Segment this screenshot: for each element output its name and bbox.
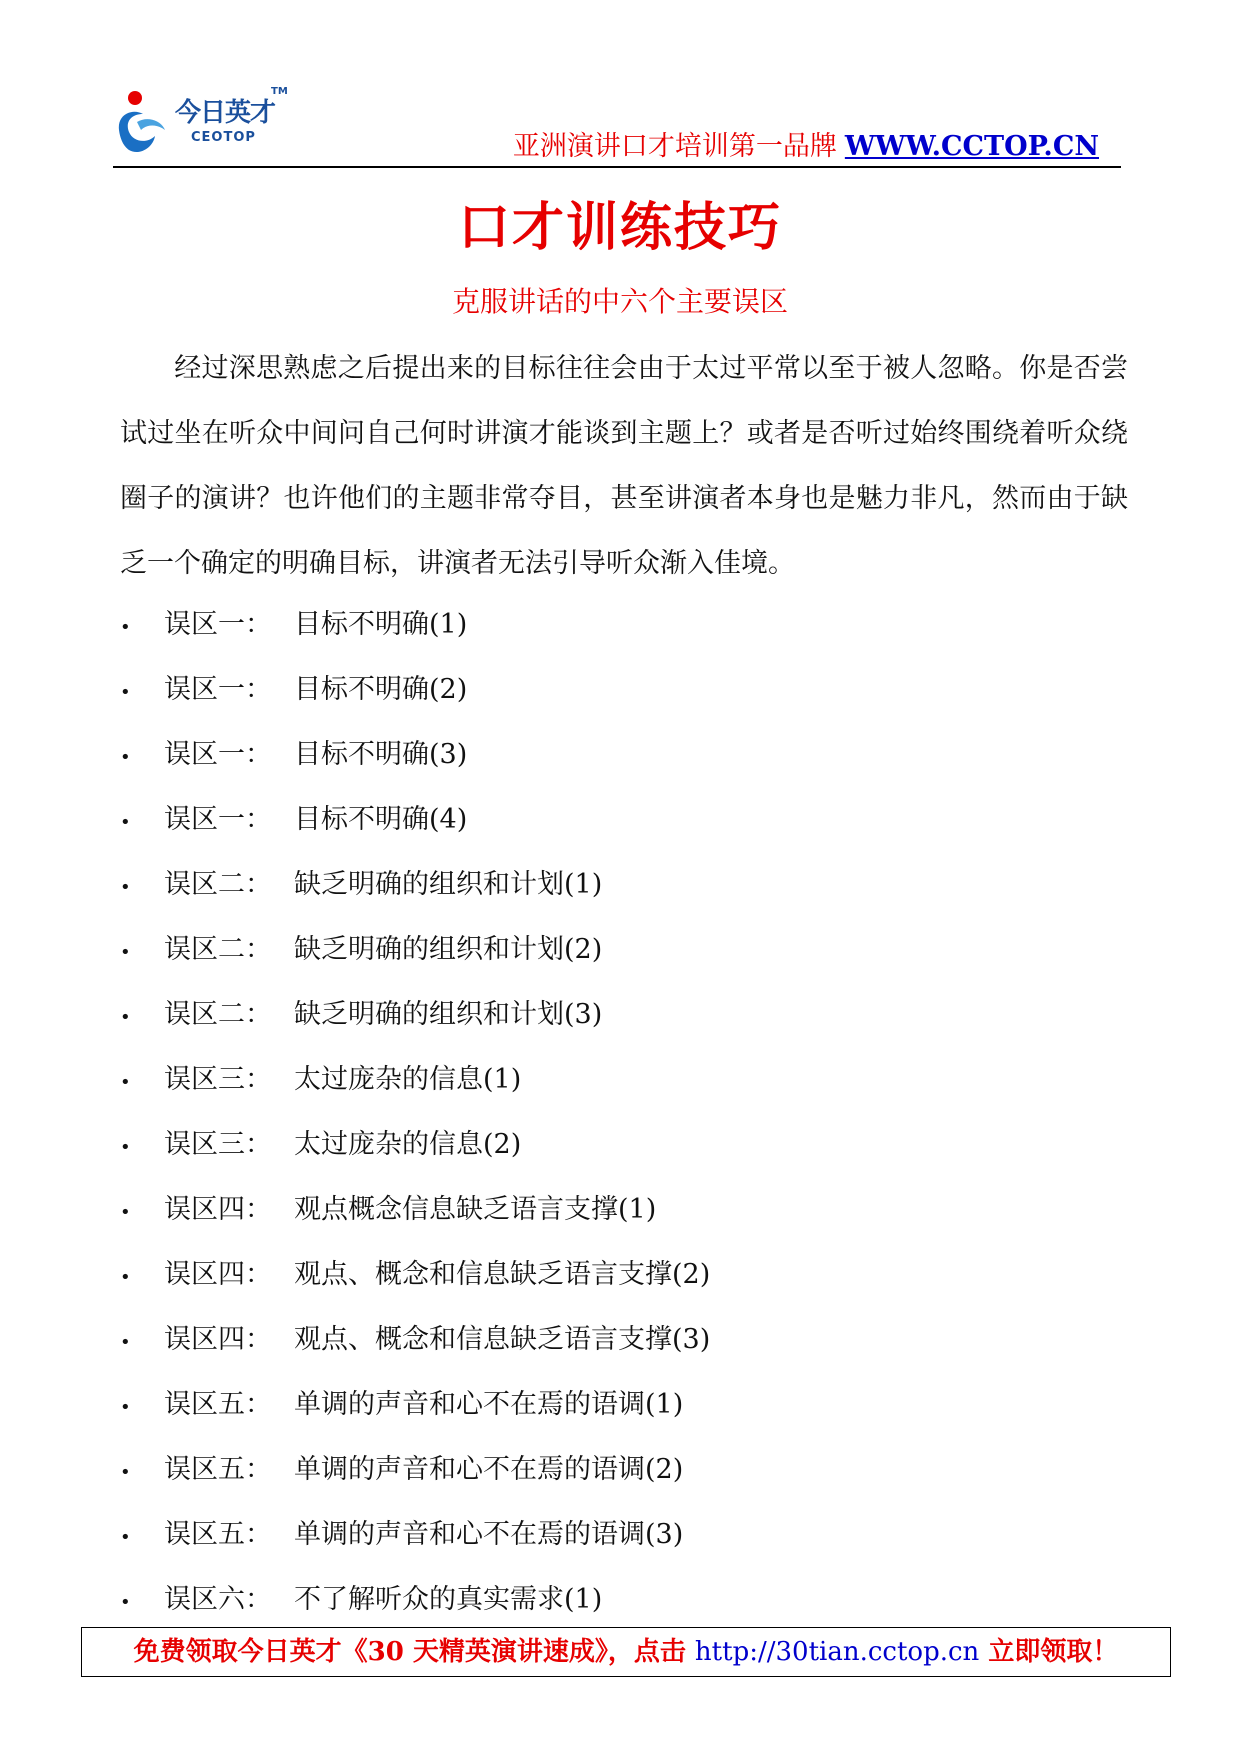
- list-item: [120, 657, 710, 722]
- page-subtitle: 克服讲话的中六个主要误区: [451, 285, 788, 318]
- item-text: 目标不明确(3): [294, 739, 468, 770]
- item-label: 误区五：: [164, 1454, 272, 1485]
- logo-english-text: CEOTOP: [191, 130, 256, 145]
- item-text: 单调的声音和心不在焉的语调(1): [294, 1389, 684, 1420]
- ceotop-logo: [113, 86, 288, 160]
- list-item: [120, 1112, 710, 1177]
- list-item: [120, 1307, 710, 1372]
- item-label: 误区六：: [164, 1584, 272, 1615]
- list-item: [120, 852, 710, 917]
- bullet-icon: •: [120, 1592, 131, 1613]
- promo-footer: [81, 1627, 1171, 1677]
- list-item: [120, 1502, 710, 1567]
- item-label: 误区二：: [164, 999, 272, 1030]
- item-label: 误区一：: [164, 804, 272, 835]
- list-item: [120, 1437, 710, 1502]
- item-label: 误区三：: [164, 1064, 272, 1095]
- list-item: [120, 982, 710, 1047]
- logo-mark-icon: [113, 86, 175, 160]
- list-item: [120, 722, 710, 787]
- item-text: 缺乏明确的组织和计划(3): [294, 999, 603, 1030]
- item-label: 误区一：: [164, 609, 272, 640]
- page-header: [113, 82, 1121, 168]
- bullet-icon: •: [120, 1527, 131, 1548]
- item-label: 误区五：: [164, 1389, 272, 1420]
- list-item: [120, 917, 710, 982]
- list-item: [120, 592, 710, 657]
- item-label: 误区四：: [164, 1324, 272, 1355]
- footer-text-after: 立即领取！: [979, 1637, 1119, 1667]
- list-item: [120, 787, 710, 852]
- bullet-icon: •: [120, 1137, 131, 1158]
- item-label: 误区五：: [164, 1519, 272, 1550]
- header-tagline: [513, 124, 1099, 163]
- item-label: 误区四：: [164, 1194, 272, 1225]
- bullet-icon: •: [120, 877, 131, 898]
- bullet-icon: •: [120, 1397, 131, 1418]
- item-text: 目标不明确(4): [294, 804, 468, 835]
- bullet-icon: •: [120, 1202, 131, 1223]
- item-text: 目标不明确(1): [294, 609, 468, 640]
- item-text: 观点、概念和信息缺乏语言支撑(3): [294, 1324, 711, 1355]
- bullet-icon: •: [120, 1072, 131, 1093]
- bullet-icon: •: [120, 1332, 131, 1353]
- item-text: 目标不明确(2): [294, 674, 468, 705]
- intro-text: 经过深思熟虑之后提出来的目标往往会由于太过平常以至于被人忽略。你是否尝试过坐在听众中间问自己何时讲演才能谈到主题上？或者是否听过始终围绕着听众绕圈子的演讲？也许他们的主题非常夺目，甚至讲演者本身也是魅力非凡，然而由于缺乏一个确定的明确目标，讲演者无法引导听众渐入佳境。: [120, 353, 1128, 579]
- item-label: 误区三：: [164, 1129, 272, 1160]
- bullet-icon: •: [120, 812, 131, 833]
- item-text: 单调的声音和心不在焉的语调(2): [294, 1454, 684, 1485]
- item-text: 单调的声音和心不在焉的语调(3): [294, 1519, 684, 1550]
- item-text: 缺乏明确的组织和计划(1): [294, 869, 603, 900]
- footer-text-before: 免费领取今日英才《30 天精英演讲速成》，点击: [133, 1637, 695, 1667]
- list-item: [120, 1047, 710, 1112]
- list-item: [120, 1177, 710, 1242]
- intro-paragraph: [120, 336, 1128, 596]
- logo-trademark: TM: [271, 86, 288, 97]
- item-text: 观点、概念和信息缺乏语言支撑(2): [294, 1259, 711, 1290]
- item-text: 缺乏明确的组织和计划(2): [294, 934, 603, 965]
- item-text: 不了解听众的真实需求(1): [294, 1584, 603, 1615]
- item-label: 误区二：: [164, 934, 272, 965]
- list-item: [120, 1567, 710, 1632]
- page-title: 口才训练技巧: [457, 198, 782, 258]
- logo-chinese-text: 今日英才: [175, 98, 276, 128]
- list-item: [120, 1242, 710, 1307]
- tagline-text: 亚洲演讲口才培训第一品牌: [512, 131, 837, 162]
- item-label: 误区四：: [164, 1259, 272, 1290]
- website-link[interactable]: WWW.CCTOP.CN: [844, 131, 1099, 162]
- bullet-icon: •: [120, 682, 131, 703]
- item-label: 误区一：: [164, 739, 272, 770]
- bullet-icon: •: [120, 1007, 131, 1028]
- bullet-icon: •: [120, 1267, 131, 1288]
- footer-link[interactable]: http://30tian.cctop.cn: [694, 1637, 980, 1667]
- misconception-list: [120, 592, 710, 1632]
- item-label: 误区二：: [164, 869, 272, 900]
- bullet-icon: •: [120, 747, 131, 768]
- list-item: [120, 1372, 710, 1437]
- bullet-icon: •: [120, 617, 131, 638]
- item-label: 误区一：: [164, 674, 272, 705]
- item-text: 太过庞杂的信息(1): [294, 1064, 522, 1095]
- bullet-icon: •: [120, 1462, 131, 1483]
- item-text: 观点概念信息缺乏语言支撑(1): [294, 1194, 657, 1225]
- item-text: 太过庞杂的信息(2): [294, 1129, 522, 1160]
- header-divider: [113, 166, 1121, 168]
- bullet-icon: •: [120, 942, 131, 963]
